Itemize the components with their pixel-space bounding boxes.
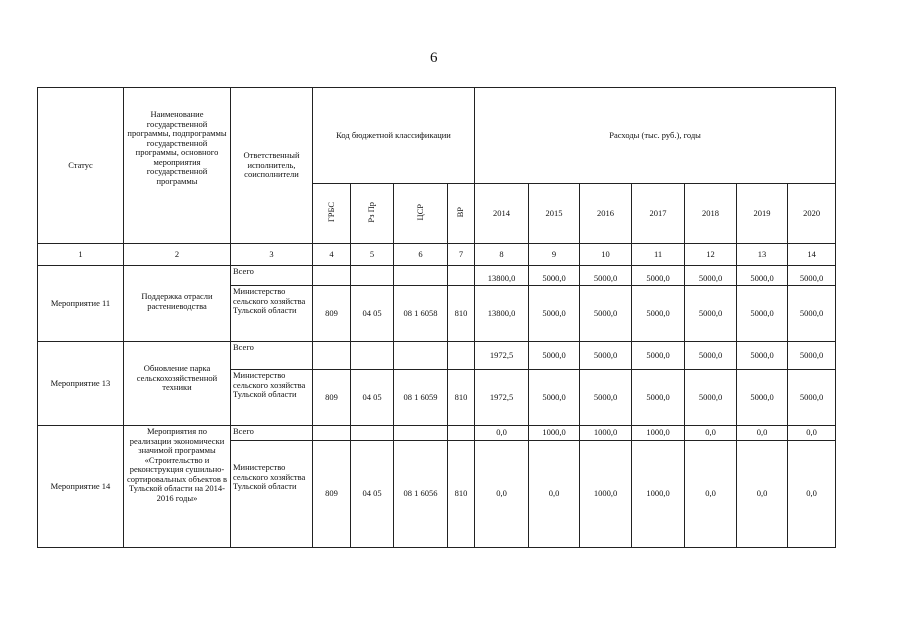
row-grbs: 809 <box>313 286 351 342</box>
row-value: 5000,0 <box>737 370 788 426</box>
row-rzpr: 04 05 <box>351 370 394 426</box>
row-rzpr: 04 05 <box>351 441 394 548</box>
total-value: 5000,0 <box>685 266 737 286</box>
empty-cell <box>448 342 475 370</box>
row-csr: 08 1 6058 <box>394 286 448 342</box>
row-vr: 810 <box>448 286 475 342</box>
empty-cell <box>313 426 351 441</box>
total-value: 0,0 <box>737 426 788 441</box>
row-csr: 08 1 6056 <box>394 441 448 548</box>
col-number: 11 <box>632 244 685 266</box>
col-number: 12 <box>685 244 737 266</box>
header-csr: ЦСР <box>394 184 448 244</box>
header-budget-code: Код бюджетной классификации <box>313 88 475 184</box>
col-number: 2 <box>124 244 231 266</box>
row-value: 5000,0 <box>529 286 580 342</box>
row-value: 5000,0 <box>788 370 836 426</box>
row-total-label: Всего <box>231 426 313 441</box>
row-value: 5000,0 <box>788 286 836 342</box>
empty-cell <box>394 342 448 370</box>
empty-cell <box>351 426 394 441</box>
total-value: 5000,0 <box>580 266 632 286</box>
total-value: 5000,0 <box>632 342 685 370</box>
row-grbs: 809 <box>313 370 351 426</box>
row-rzpr: 04 05 <box>351 286 394 342</box>
header-year: 2014 <box>475 184 529 244</box>
row-status: Мероприятие 14 <box>38 426 124 548</box>
total-value: 1972,5 <box>475 342 529 370</box>
row-vr: 810 <box>448 441 475 548</box>
row-executor: Министерство сельского хозяйства Тульской области <box>231 370 313 426</box>
col-number: 4 <box>313 244 351 266</box>
total-value: 1000,0 <box>529 426 580 441</box>
col-number: 8 <box>475 244 529 266</box>
total-value: 5000,0 <box>529 342 580 370</box>
row-value: 5000,0 <box>685 370 737 426</box>
header-rzpr: Рз Пр <box>351 184 394 244</box>
empty-cell <box>351 342 394 370</box>
empty-cell <box>394 426 448 441</box>
header-year: 2020 <box>788 184 836 244</box>
row-value: 5000,0 <box>580 286 632 342</box>
col-number: 9 <box>529 244 580 266</box>
empty-cell <box>448 266 475 286</box>
row-value: 1000,0 <box>632 441 685 548</box>
header-year: 2019 <box>737 184 788 244</box>
row-executor: Министерство сельского хозяйства Тульской области <box>231 441 313 548</box>
col-number: 13 <box>737 244 788 266</box>
row-value: 1972,5 <box>475 370 529 426</box>
empty-cell <box>448 426 475 441</box>
row-value: 5000,0 <box>632 370 685 426</box>
header-year: 2016 <box>580 184 632 244</box>
empty-cell <box>313 342 351 370</box>
header-expenses: Расходы (тыс. руб.), годы <box>475 88 836 184</box>
total-value: 5000,0 <box>529 266 580 286</box>
page-number: 6 <box>430 50 438 66</box>
empty-cell <box>394 266 448 286</box>
total-value: 0,0 <box>685 426 737 441</box>
total-value: 5000,0 <box>737 266 788 286</box>
row-name: Мероприятия по реализации экономически значимой программы «Строительство и реконструкция сушильно-сортировальных объектов в Тульской области на 2014-2016 годы» <box>124 426 231 548</box>
row-total-label: Всего <box>231 266 313 286</box>
row-vr: 810 <box>448 370 475 426</box>
row-value: 0,0 <box>529 441 580 548</box>
header-vr: ВР <box>448 184 475 244</box>
col-number: 10 <box>580 244 632 266</box>
col-number: 6 <box>394 244 448 266</box>
header-year: 2018 <box>685 184 737 244</box>
row-value: 0,0 <box>737 441 788 548</box>
total-value: 0,0 <box>475 426 529 441</box>
empty-cell <box>313 266 351 286</box>
empty-cell <box>351 266 394 286</box>
col-number: 5 <box>351 244 394 266</box>
row-value: 0,0 <box>475 441 529 548</box>
row-grbs: 809 <box>313 441 351 548</box>
row-value: 0,0 <box>685 441 737 548</box>
total-value: 5000,0 <box>788 266 836 286</box>
col-number: 1 <box>38 244 124 266</box>
budget-table <box>37 87 836 548</box>
total-value: 5000,0 <box>685 342 737 370</box>
header-status: Статус <box>38 88 124 244</box>
row-name: Поддержка отрасли растениеводства <box>124 266 231 342</box>
header-year: 2017 <box>632 184 685 244</box>
total-value: 5000,0 <box>788 342 836 370</box>
row-value: 13800,0 <box>475 286 529 342</box>
total-value: 13800,0 <box>475 266 529 286</box>
row-value: 5000,0 <box>737 286 788 342</box>
header-year: 2015 <box>529 184 580 244</box>
row-csr: 08 1 6059 <box>394 370 448 426</box>
row-executor: Министерство сельского хозяйства Тульской области <box>231 286 313 342</box>
col-number: 14 <box>788 244 836 266</box>
total-value: 0,0 <box>788 426 836 441</box>
row-status: Мероприятие 13 <box>38 342 124 426</box>
total-value: 1000,0 <box>580 426 632 441</box>
row-value: 5000,0 <box>580 370 632 426</box>
header-name: Наименование государственной программы, подпрограммы государственной программы, основного мероприятия государственной программы <box>124 88 231 244</box>
row-value: 5000,0 <box>685 286 737 342</box>
col-number: 7 <box>448 244 475 266</box>
total-value: 1000,0 <box>632 426 685 441</box>
row-total-label: Всего <box>231 342 313 370</box>
row-value: 0,0 <box>788 441 836 548</box>
total-value: 5000,0 <box>737 342 788 370</box>
row-name: Обновление парка сельскохозяйственной техники <box>124 342 231 426</box>
row-status: Мероприятие 11 <box>38 266 124 342</box>
header-grbs: ГРБС <box>313 184 351 244</box>
header-executor: Ответственный исполнитель, соисполнители <box>231 88 313 244</box>
row-value: 1000,0 <box>580 441 632 548</box>
total-value: 5000,0 <box>632 266 685 286</box>
row-value: 5000,0 <box>529 370 580 426</box>
col-number: 3 <box>231 244 313 266</box>
row-value: 5000,0 <box>632 286 685 342</box>
total-value: 5000,0 <box>580 342 632 370</box>
